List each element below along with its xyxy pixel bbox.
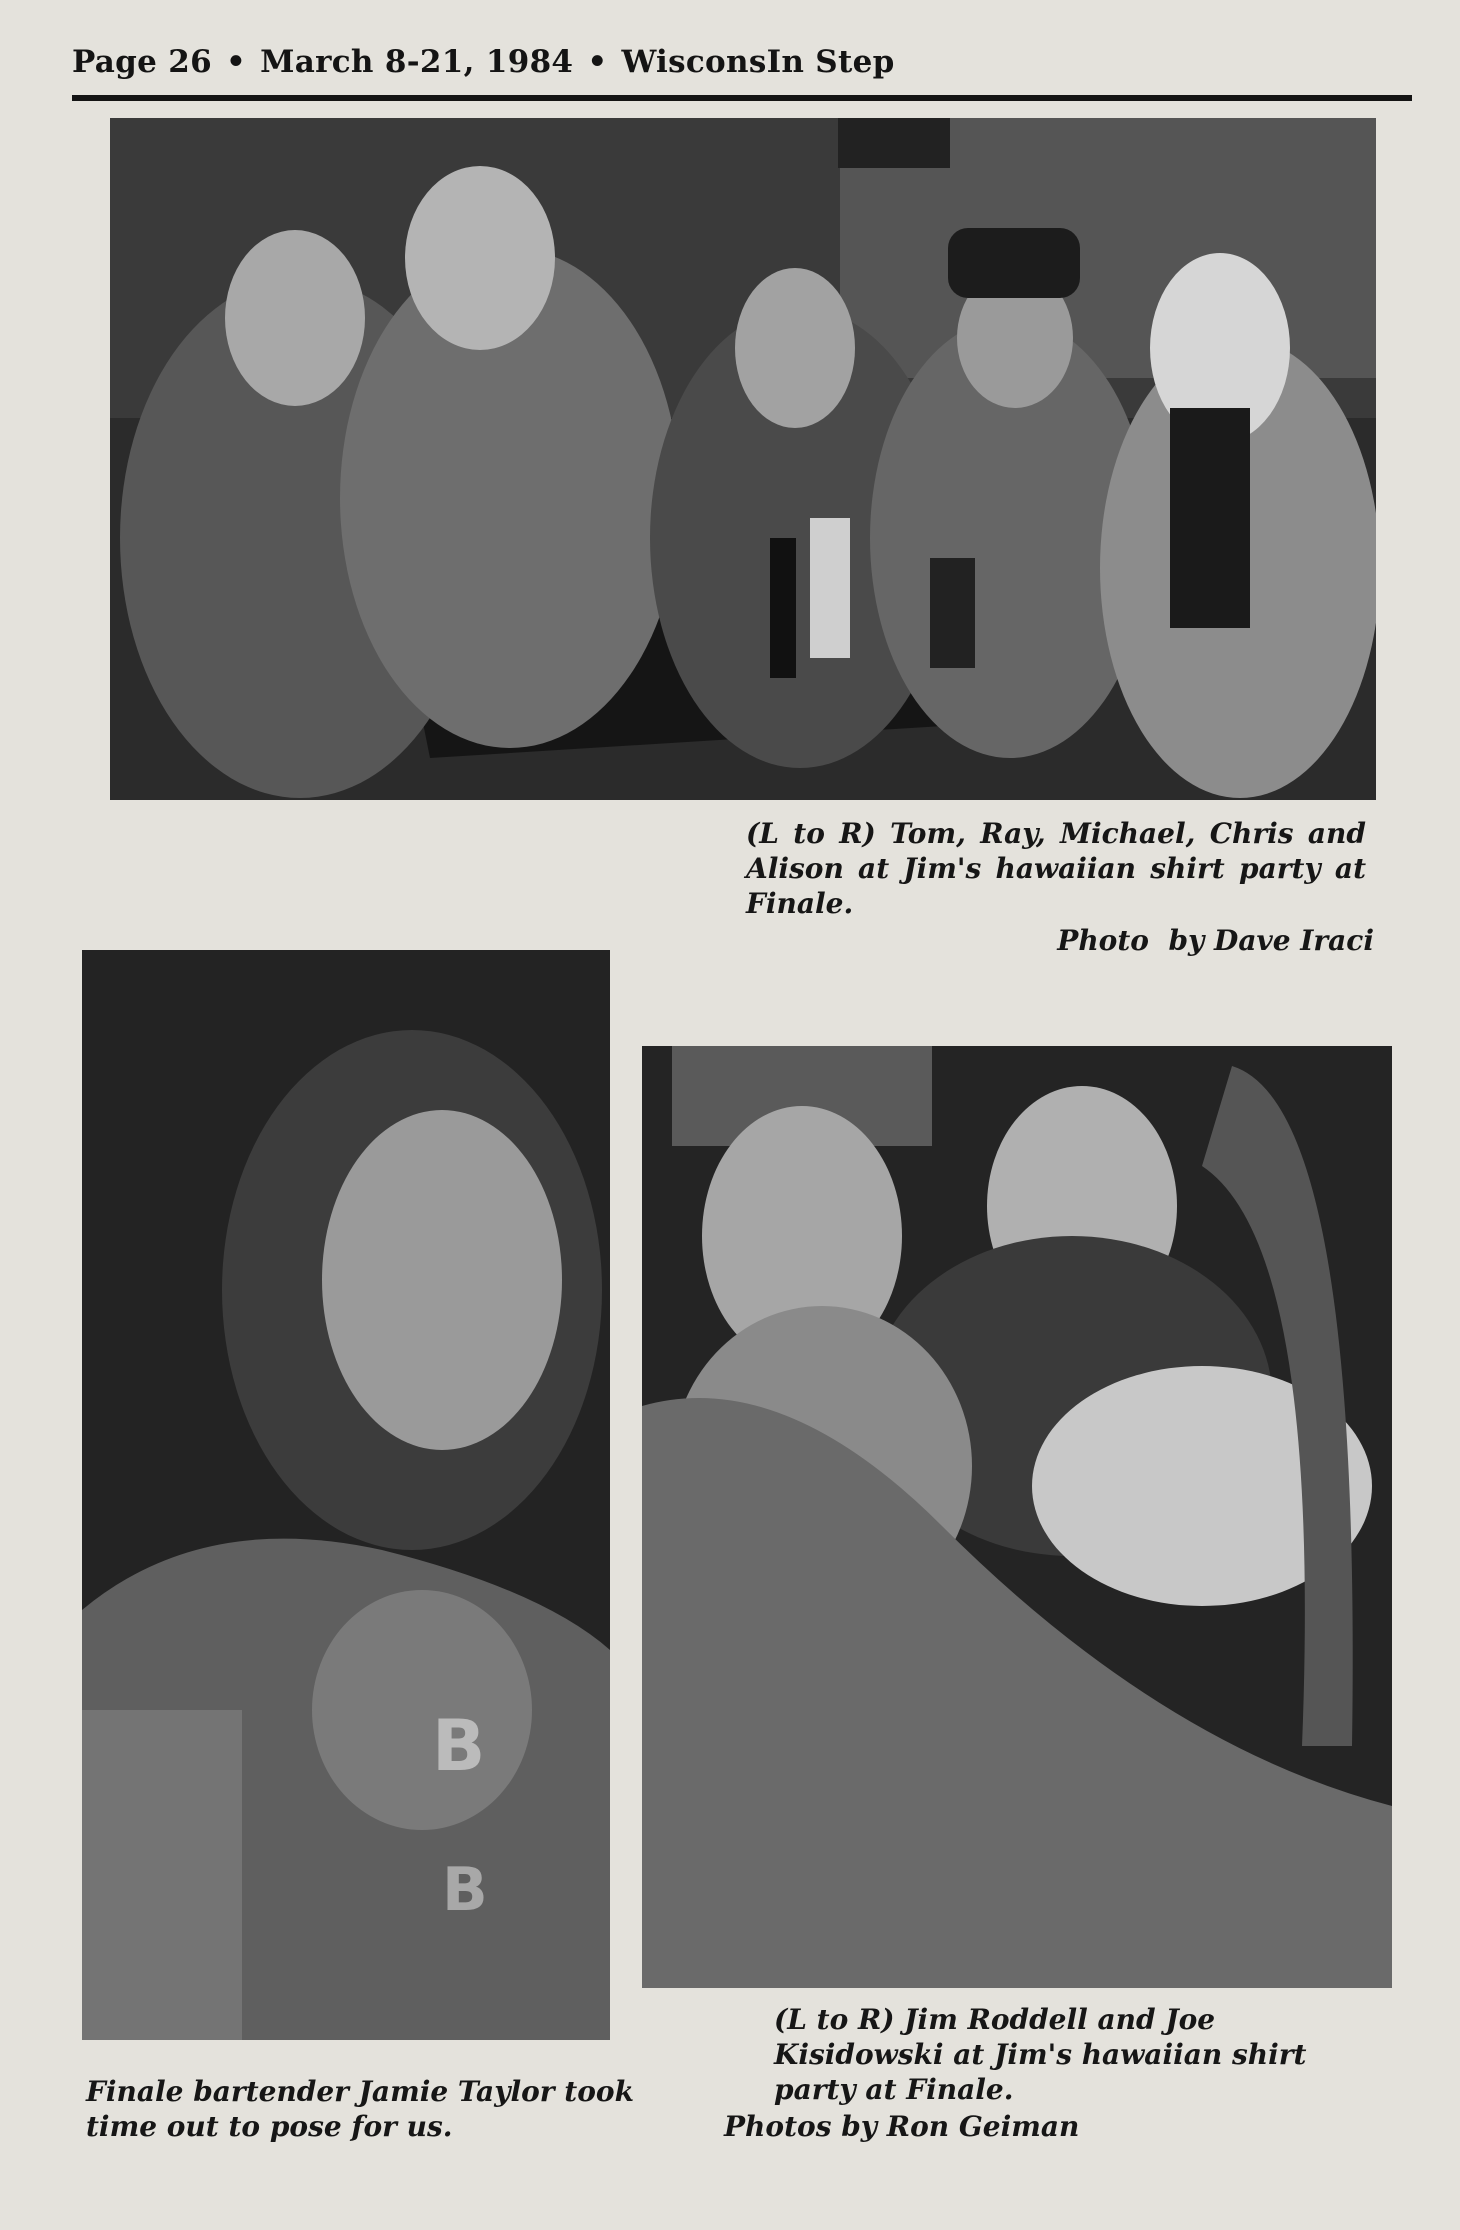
page-header bbox=[72, 44, 895, 80]
issue-date: March 8-21, 1984 bbox=[260, 44, 574, 80]
svg-text:B: B bbox=[442, 1855, 488, 1925]
pair-photo-image bbox=[642, 1046, 1392, 1988]
bartender-photo-caption: Finale bartender Jamie Taylor took time out to pose for us. bbox=[86, 2075, 634, 2143]
group-photo-credit: Photo by Dave Iraci bbox=[1057, 924, 1374, 957]
group-photo-caption: (L to R) Tom, Ray, Michael, Chris and Alison at Jim's hawaiian shirt party at Finale. bbox=[746, 817, 1366, 920]
group-photo-image bbox=[110, 118, 1376, 800]
pair-photo-caption: (L to R) Jim Roddell and Joe Kisidowski at Jim's hawaiian shirt party at Finale. bbox=[774, 2003, 1307, 2106]
header-rule bbox=[72, 95, 1412, 101]
publication-name: WisconsIn Step bbox=[621, 44, 895, 80]
group-photo bbox=[110, 118, 1376, 800]
pair-photo-credit: Photos by Ron Geiman bbox=[724, 2110, 1080, 2143]
page-number: Page 26 bbox=[72, 44, 212, 80]
header-separator: • bbox=[587, 44, 608, 80]
svg-text:B: B bbox=[432, 1705, 486, 1787]
bartender-photo bbox=[82, 950, 610, 2040]
pair-photo bbox=[642, 1046, 1392, 1988]
header-separator: • bbox=[226, 44, 247, 80]
bartender-photo-image bbox=[82, 950, 610, 2040]
